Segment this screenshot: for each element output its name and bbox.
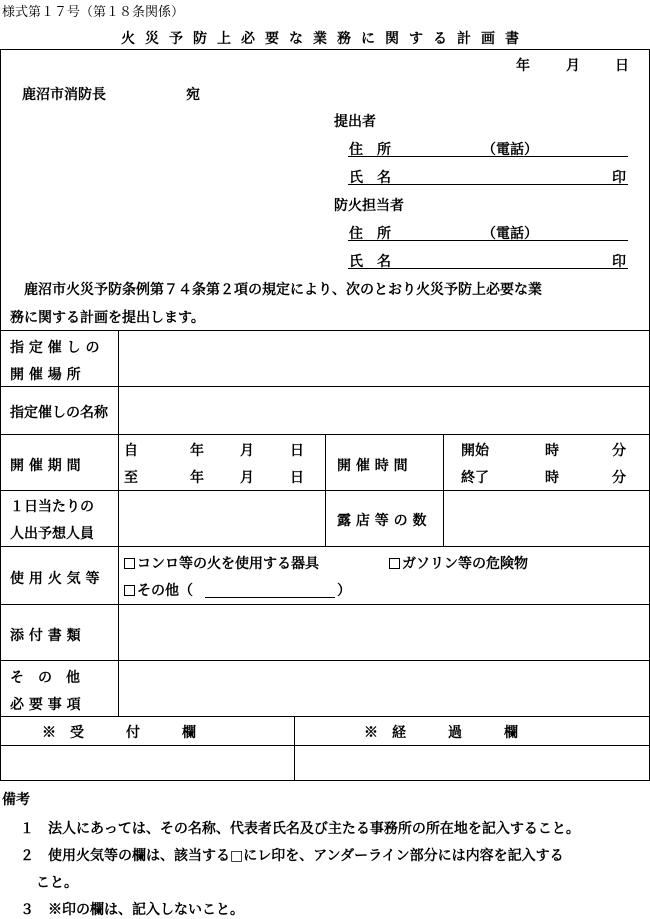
fire-manager-name-field[interactable]: [348, 268, 628, 269]
event-name-input-cell[interactable]: [120, 388, 647, 433]
table-rule: [0, 386, 649, 387]
reception-column-label: ※ 受 付 欄: [42, 725, 196, 741]
attendance-label-1: １日当たりの: [10, 499, 94, 515]
notes-heading: 備考: [2, 792, 30, 808]
hours-end-minute: 分: [612, 470, 626, 486]
other-option-suffix: ）: [337, 583, 351, 599]
table-rule: [0, 660, 649, 661]
date-day-label: 日: [615, 58, 629, 74]
note-2-continued: こと。: [36, 875, 78, 891]
date-month-label: 月: [566, 58, 580, 74]
other-matters-label-2: 必 要 事 項: [10, 697, 81, 713]
fire-use-option-stove[interactable]: [124, 553, 319, 573]
page-title: 火災予防上必要な業務に関する計画書: [121, 31, 529, 47]
period-from-day: 日: [290, 443, 304, 459]
submitter-phone-label: （電話）: [482, 142, 538, 158]
addressee-name: 鹿沼市消防長: [22, 87, 106, 103]
fire-manager-name-label: 氏 名: [349, 254, 391, 270]
statement-line-1: 鹿沼市火災予防条例第７４条第２項の規定により、次のとおり火災予防上必要な業: [24, 282, 542, 298]
period-to-month: 月: [240, 470, 254, 486]
attendance-label-2: 人出予想人員: [10, 526, 94, 542]
hours-label: 開 催 時 間: [337, 458, 408, 474]
stove-checkbox[interactable]: [124, 558, 135, 569]
table-rule: [0, 716, 649, 717]
statement-line-2: 務に関する計画を提出します。: [10, 310, 205, 326]
addressee-honorific: 宛: [186, 87, 200, 103]
period-from-label: 自: [124, 443, 138, 459]
event-name-label: 指定催しの名称: [10, 405, 108, 421]
fire-manager-address-field[interactable]: [348, 240, 628, 241]
other-matters-input-cell[interactable]: [120, 662, 647, 715]
period-to-day: 日: [290, 470, 304, 486]
table-rule: [443, 434, 444, 546]
submitter-seal: 印: [612, 170, 626, 186]
submitter-address-field[interactable]: [348, 156, 628, 157]
period-to-year: 年: [190, 470, 204, 486]
period-to-label: 至: [124, 470, 138, 486]
stalls-input-cell[interactable]: [445, 492, 647, 545]
fire-use-option-other[interactable]: [124, 580, 193, 600]
other-checkbox[interactable]: [124, 585, 135, 596]
note-3: ３ ※印の欄は、記入しないこと。: [20, 902, 244, 918]
note-1: １ 法人にあっては、その名称、代表者氏名及び主たる事務所の所在地を記入すること。: [20, 821, 580, 837]
stove-option-label: コンロ等の火を使用する器具: [137, 556, 319, 572]
table-rule: [118, 330, 119, 716]
progress-column-label: ※ 経 過 欄: [364, 725, 518, 741]
other-option-underline-field[interactable]: [205, 597, 335, 598]
period-from-year: 年: [190, 443, 204, 459]
date-year-label: 年: [516, 58, 530, 74]
hours-end-hour: 時: [545, 470, 559, 486]
stalls-label: 露 店 等 の 数: [337, 513, 427, 529]
other-matters-label-1: そ の 他: [10, 670, 80, 686]
attachments-input-cell[interactable]: [120, 606, 647, 659]
submitter-name-label: 氏 名: [349, 170, 391, 186]
hours-start-minute: 分: [612, 443, 626, 459]
table-rule: [0, 745, 649, 746]
submitter-name-field[interactable]: [348, 184, 628, 185]
fire-manager-phone-label: （電話）: [482, 226, 538, 242]
fire-use-option-gasoline[interactable]: [389, 553, 528, 573]
attachments-label: 添 付 書 類: [10, 628, 81, 644]
submitter-heading: 提出者: [334, 114, 376, 130]
gasoline-checkbox[interactable]: [389, 558, 400, 569]
fire-manager-seal: 印: [612, 254, 626, 270]
venue-label-1: 指 定 催 し の: [10, 340, 100, 356]
table-rule: [0, 330, 649, 331]
other-option-prefix: その他（: [137, 583, 193, 599]
table-rule: [0, 604, 649, 605]
table-rule: [294, 716, 295, 780]
attendance-input-cell[interactable]: [120, 492, 324, 545]
fire-manager-address-label: 住 所: [349, 226, 391, 242]
form-number-label: 様式第１７号（第１８条関係）: [2, 5, 185, 20]
hours-start-hour: 時: [545, 443, 559, 459]
gasoline-option-label: ガソリン等の危険物: [402, 556, 528, 572]
venue-input-cell[interactable]: [120, 332, 647, 385]
hours-end-label: 終了: [461, 470, 489, 486]
submitter-address-label: 住 所: [349, 142, 391, 158]
table-rule: [0, 546, 649, 547]
period-label: 開 催 期 間: [10, 458, 81, 474]
hours-start-label: 開始: [461, 443, 489, 459]
table-rule: [325, 434, 326, 546]
note-2: ２ 使用火気等の欄は、該当する□にレ印を、アンダーライン部分には内容を記入する: [20, 848, 564, 864]
venue-label-2: 開 催 場 所: [10, 367, 81, 383]
fire-use-label: 使 用 火 気 等: [10, 571, 100, 587]
period-from-month: 月: [240, 443, 254, 459]
fire-manager-heading: 防火担当者: [334, 198, 404, 214]
